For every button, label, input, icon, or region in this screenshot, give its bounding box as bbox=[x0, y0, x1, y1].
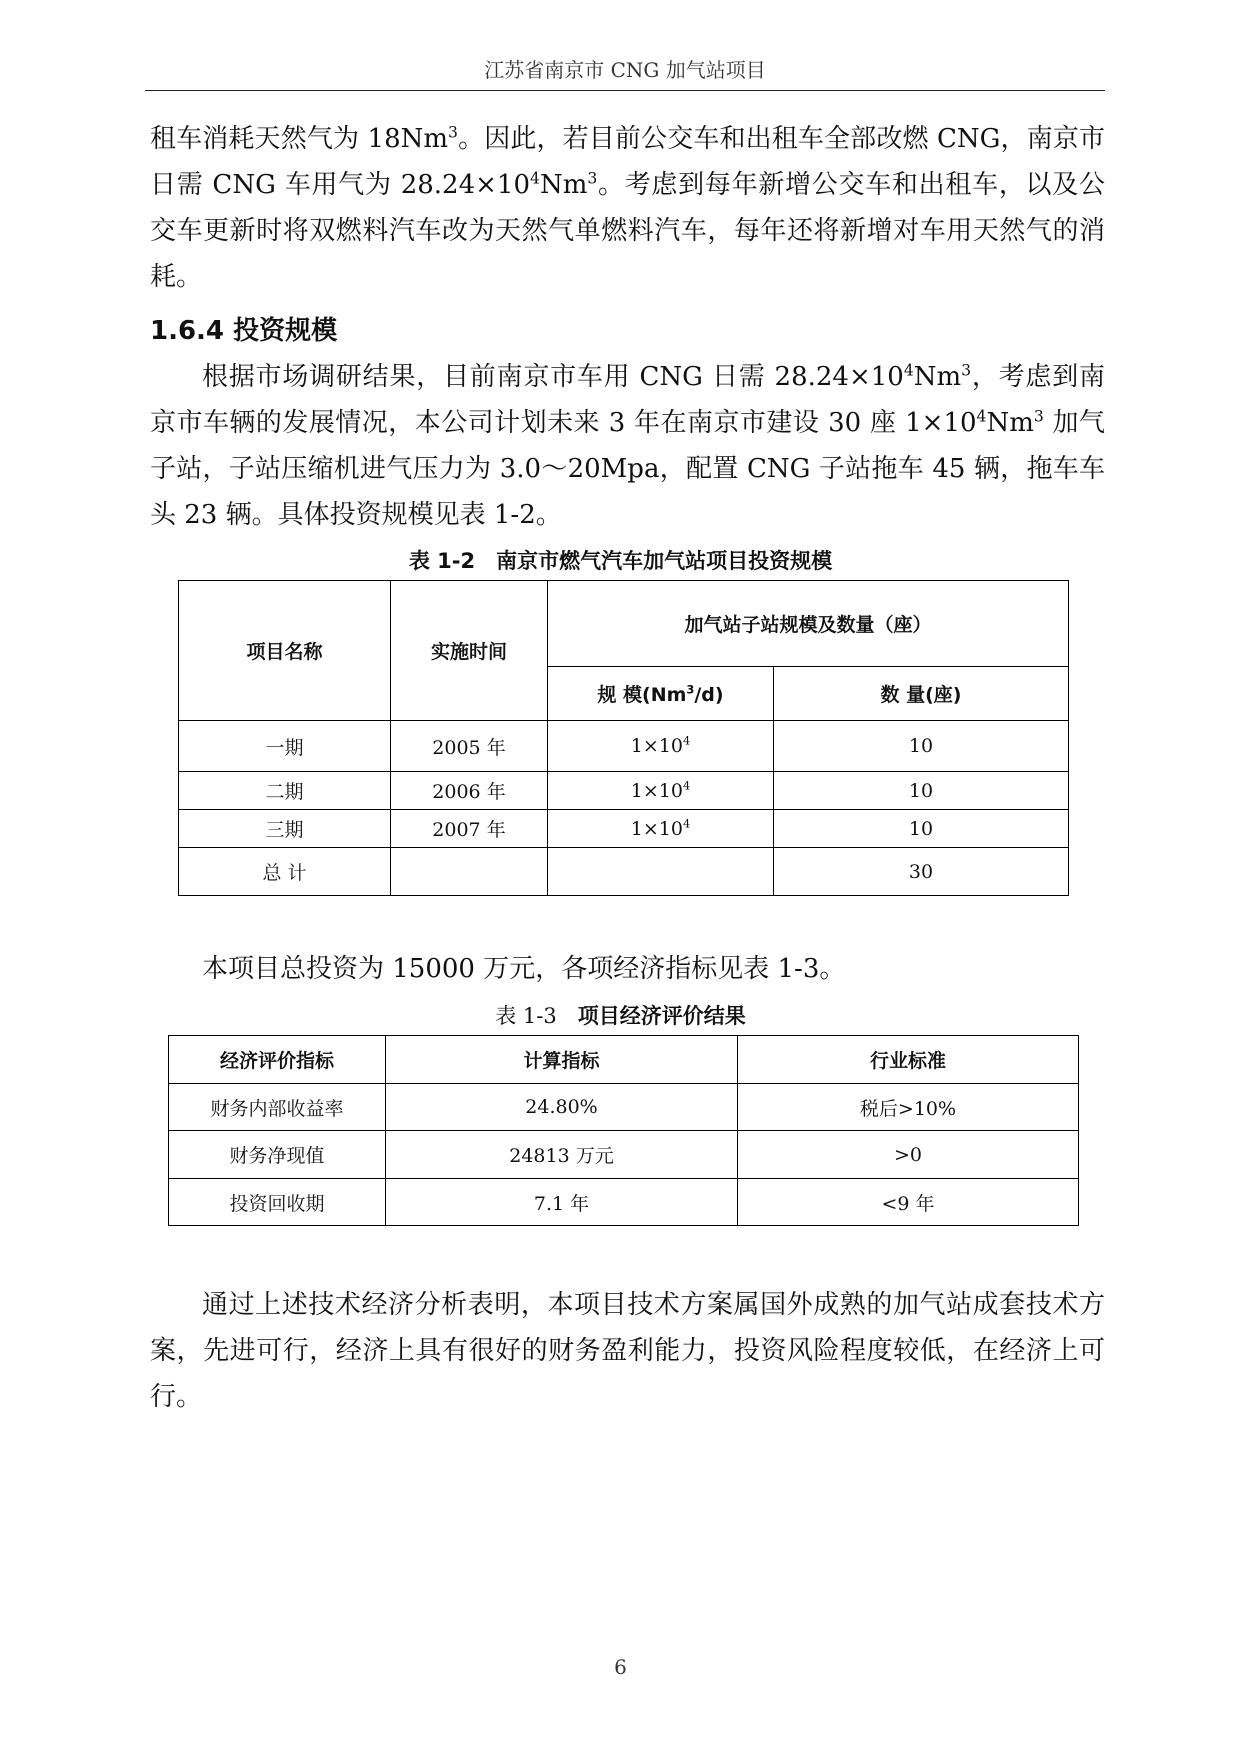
text-run: ，考虑到南京市车辆的发展情况，本公司计划未来 3 年在南京市建设 30 座 1×10 bbox=[150, 362, 1105, 438]
cell-total-label: 总 计 bbox=[179, 848, 391, 896]
header-industry-standard: 行业标准 bbox=[738, 1036, 1079, 1084]
cell-value: 7.1 年 bbox=[386, 1179, 738, 1226]
superscript: 4 bbox=[682, 778, 691, 793]
cell-standard: <9 年 bbox=[738, 1179, 1079, 1226]
text-run: 租车消耗天然气为 18Nm bbox=[150, 124, 449, 154]
cell-count: 10 bbox=[774, 772, 1069, 810]
page-header: 江苏省南京市 CNG 加气站项目 bbox=[145, 50, 1105, 91]
paragraph-investment-scale bbox=[150, 354, 1105, 538]
table-row bbox=[179, 810, 1069, 848]
superscript: 3 bbox=[961, 361, 972, 380]
superscript: 4 bbox=[903, 361, 914, 380]
superscript: 4 bbox=[682, 816, 691, 831]
section-heading: 1.6.4 投资规模 bbox=[150, 316, 338, 346]
investment-scale-table bbox=[178, 580, 1069, 896]
table-row bbox=[179, 721, 1069, 772]
header-project-name: 项目名称 bbox=[179, 581, 391, 721]
cell-value: 24813 万元 bbox=[386, 1131, 738, 1179]
cell-standard: 税后>10% bbox=[738, 1084, 1079, 1131]
table-row-total bbox=[179, 848, 1069, 896]
paragraph-gas-consumption bbox=[150, 116, 1105, 300]
header-scale bbox=[548, 667, 774, 721]
header-count: 数 量(座) bbox=[774, 667, 1069, 721]
superscript: 3 bbox=[686, 682, 695, 697]
text-run: Nm bbox=[913, 362, 962, 392]
cell-count: 10 bbox=[774, 810, 1069, 848]
cell-name: 三期 bbox=[179, 810, 391, 848]
paragraph-total-investment: 本项目总投资为 15000 万元，各项经济指标见表 1-3。 bbox=[202, 954, 846, 984]
header-indicator: 经济评价指标 bbox=[169, 1036, 386, 1084]
text-run: 1×10 bbox=[630, 817, 683, 840]
text-run: /d) bbox=[694, 684, 724, 706]
text-run: Nm bbox=[986, 408, 1034, 438]
economic-evaluation-table bbox=[168, 1035, 1079, 1226]
text-run: 1×10 bbox=[630, 735, 683, 757]
page-number: 6 bbox=[614, 1655, 627, 1679]
text-run: Nm bbox=[539, 170, 588, 200]
superscript: 4 bbox=[976, 407, 987, 426]
cell-total-time bbox=[391, 848, 548, 896]
text-run: 加气子站，子站压缩机进气压力为 3.0～20Mpa，配置 CNG 子站拖车 45 辆，拖车车头 23 辆。具体投资规模见表 1-2。 bbox=[150, 408, 1105, 530]
text-run: 规 模(Nm bbox=[597, 684, 687, 706]
header-station-scale-group: 加气站子站规模及数量（座） bbox=[548, 581, 1069, 667]
paragraph-conclusion: 通过上述技术经济分析表明，本项目技术方案属国外成熟的加气站成套技术方案，先进可行，经济上具有很好的财务盈利能力，投资风险程度较低，在经济上可行。 bbox=[150, 1290, 1105, 1412]
table-1-3-caption bbox=[0, 1001, 1241, 1031]
cell-total-count: 30 bbox=[774, 848, 1069, 896]
table-row bbox=[169, 1179, 1079, 1226]
cell-scale bbox=[548, 810, 774, 848]
cell-indicator: 投资回收期 bbox=[169, 1179, 386, 1226]
cell-indicator: 财务内部收益率 bbox=[169, 1084, 386, 1131]
text-run: 。因此，若目前公交车和出租车全部改燃 CNG，南京市日需 CNG 车用气为 28.24×10 bbox=[150, 124, 1105, 200]
text-run: 。考虑到每年新增公交车和出租车，以及公交车更新时将双燃料汽车改为天然气单燃料汽车，每年还将新增对车用天然气的消耗。 bbox=[150, 170, 1105, 292]
table-row bbox=[179, 772, 1069, 810]
cell-time: 2005 年 bbox=[391, 721, 548, 772]
text-run: 1×10 bbox=[630, 779, 683, 802]
cell-time: 2006 年 bbox=[391, 772, 548, 810]
superscript: 3 bbox=[448, 123, 458, 142]
cell-total-scale bbox=[548, 848, 774, 896]
superscript: 3 bbox=[587, 169, 598, 188]
caption-number: 表 1-3 bbox=[495, 1004, 557, 1028]
cell-count: 10 bbox=[774, 721, 1069, 772]
table-row bbox=[169, 1084, 1079, 1131]
superscript: 4 bbox=[530, 169, 540, 188]
text-run: 根据市场调研结果，目前南京市车用 CNG 日需 28.24×10 bbox=[202, 362, 904, 392]
cell-scale bbox=[548, 721, 774, 772]
table-row bbox=[169, 1131, 1079, 1179]
table-1-2-caption: 表 1-2 南京市燃气汽车加气站项目投资规模 bbox=[408, 549, 833, 573]
superscript: 3 bbox=[1033, 407, 1044, 426]
cell-value: 24.80% bbox=[386, 1084, 738, 1131]
cell-scale bbox=[548, 772, 774, 810]
header-calculated-value: 计算指标 bbox=[386, 1036, 738, 1084]
caption-title: 项目经济评价结果 bbox=[577, 1004, 746, 1028]
cell-name: 二期 bbox=[179, 772, 391, 810]
cell-indicator: 财务净现值 bbox=[169, 1131, 386, 1179]
superscript: 4 bbox=[682, 733, 691, 748]
header-implementation-time: 实施时间 bbox=[391, 581, 548, 721]
cell-name: 一期 bbox=[179, 721, 391, 772]
cell-standard: >0 bbox=[738, 1131, 1079, 1179]
cell-time: 2007 年 bbox=[391, 810, 548, 848]
